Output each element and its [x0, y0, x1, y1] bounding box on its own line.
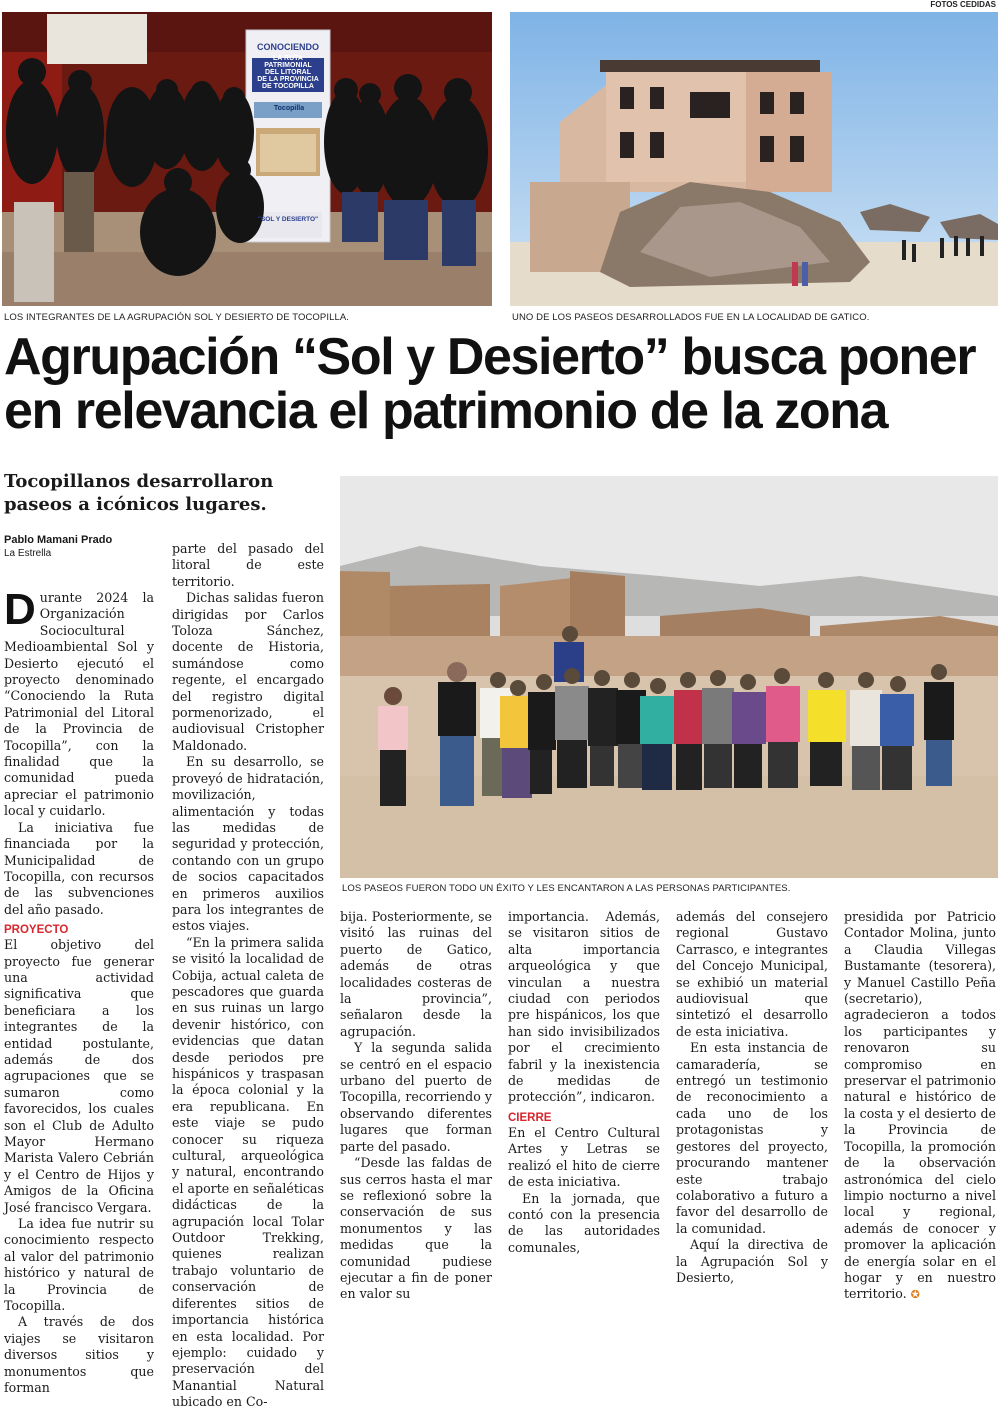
paragraph-closing-event: En el Centro Cultural Artes y Letras se realizó el hito de cierre de esta iniciativa.: [508, 1124, 660, 1190]
photo-gatico-illustration: [510, 12, 998, 306]
paragraph-guides: Dichas salidas fueron dirigidas por Carlos Toloza Sánchez, docente de Historia, sumándose como regente, el encargado del registro digital pormenorizado, el audiovisual Cristopher Maldonado.: [172, 590, 324, 753]
paragraph-final-text: presidida por Patricio Contador Molina, junto a Claudia Villegas Bustamante (tesorera), y Manuel Castillo Peña (secretario), agradecieron a todos los participantes y renovaron su compromiso en preservar el patrimonio natural e histórico de la costa y el desierto de la Provincia de Tocopilla, la promoción de la observación astronómica del cielo limpio nocturno a nivel local y regional, además de conocer y promover la aplicación de energía solar en el hogar y en nuestro territorio.: [844, 909, 996, 1302]
outlet-name: La Estrella: [4, 548, 52, 559]
photo-credit: FOTOS CEDIDAS: [930, 0, 996, 9]
end-mark-icon: ✪: [910, 1288, 920, 1302]
banner-line-5: DE TOCOPILLA: [262, 83, 314, 90]
author-name: Pablo Mamani Prado: [4, 534, 113, 546]
paragraph-second-trip: Y la segunda salida se centró en el espacio urbano del puerto de Tocopilla, recorriendo y observando diferentes lugares que forman parte del pasado.: [340, 1040, 492, 1154]
banner-line-3: DEL LITORAL: [264, 69, 312, 76]
subhead: Tocopillanos desarrollaron paseos a icónicos lugares.: [4, 471, 274, 515]
photo-participants-illustration: [340, 476, 998, 878]
paragraph-idea: La idea fue nutrir su conocimiento respecto al valor del patrimonio histórico y natural de la Provincia de Tocopilla.: [4, 1216, 154, 1314]
article-column-5: [676, 909, 828, 1286]
article-column-1: [4, 585, 154, 1397]
photo-group-members: [2, 12, 492, 306]
caption-gatico: UNO DE LOS PASEOS DESARROLLADOS FUE EN LA LOCALIDAD DE GATICO.: [512, 312, 870, 323]
paragraph-objective: El objetivo del proyecto fue generar una actividad significativa que beneficiara a los integrantes de la entidad postulante, además de dos agrupaciones que se sumaron como favorecidos, los cuales son el Club de Adulto Mayor Hermano Marista Valero Cebrián y el Centro de Hijos y Amigos de la Oficina José francisco Vergara.: [4, 937, 154, 1215]
photo-gatico-ruins: [510, 12, 998, 306]
article-column-4: [508, 909, 660, 1256]
article-column-6: [844, 909, 996, 1304]
paragraph-intro: [4, 585, 154, 820]
article-column-3: [340, 909, 492, 1303]
drop-cap: D: [4, 585, 36, 634]
banner-line-2: LA RUTA PATRIMONIAL: [264, 55, 312, 69]
paragraph-recognition: En esta instancia de camaradería, se entregó un testimonio de reconocimiento a cada uno de los protagonistas y gestores del proyecto, procurando mantener este trabajo colaborativo a futuro a favor del desarrollo de la comunidad.: [676, 1040, 828, 1236]
paragraph-continuation-1: parte del pasado del litoral de este territorio.: [172, 541, 324, 589]
paragraph-continuation-4: además del consejero regional Gustavo Carrasco, e integrantes del Concejo Municipal, se exhibió un material audiovisual que sintetizó el desarrollo de esta iniciativa.: [676, 909, 828, 1039]
caption-participants: LOS PASEOS FUERON TODO UN ÉXITO Y LES ENCANTARON A LAS PERSONAS PARTICIPANTES.: [342, 883, 791, 894]
paragraph-final: [844, 909, 996, 1304]
caption-group-members: LOS INTEGRANTES DE LA AGRUPACIÓN SOL Y DESIERTO DE TOCOPILLA.: [4, 312, 350, 323]
banner-footer: "SOL Y DESIERTO": [257, 216, 319, 223]
paragraph-funding: La iniciativa fue financiada por la Municipalidad de Tocopilla, con recursos de las subvenciones del año pasado.: [4, 819, 154, 917]
paragraph-continuation-3: importancia. Además, se visitaron sitios de alta importancia arqueológica y que vinculan a nuestra ciudad con periodos pre hispánicos, los que han sido invisibilizados por el crecimiento fabril y la inexistencia de medidas de protección”, indicaron.: [508, 909, 660, 1105]
paragraph-first-trip: “En la primera salida se visitó la localidad de Cobija, actual caleta de pescadores que guarda en sus ruinas un largo devenir histórico, con evidencias que datan desde periodos pre hispánicos y traspasan la época colonial y la era republicana. En este viaje se pudo conocer su riqueza cultural, arqueológica y natural, encontrando el aporte en señaléticas didácticas de la agrupación local Tolar Outdoor Trekking, quienes realizan trabajo voluntario de conservación de diferentes sitios de importancia histórica en esta localidad. Por ejemplo: cuidado y preservación del Manantial Natural ubicado en Co-: [172, 934, 324, 1410]
banner-line-4: DE LA PROVINCIA: [257, 76, 319, 83]
paragraph-quote: “Desde las faldas de sus cerros hasta el mar se reflexionó sobre la conservación de sus monumentos y las medidas que la comunidad pudiese ejecutar a fin de poner en valor su: [340, 1155, 492, 1302]
paragraph-logistics: En su desarrollo, se proveyó de hidratación, movilización, alimentación y todas las medidas de seguridad y protección, contando con un grupo de socios capacitados en primeros auxilios para los integrantes de estos viajes.: [172, 754, 324, 934]
section-heading-proyecto: PROYECTO: [4, 924, 69, 937]
banner-logo: Tocopilla: [273, 105, 305, 112]
photo-participants-ruins: [340, 476, 998, 878]
headline: Agrupación “Sol y Desierto” busca poner en relevancia el patrimonio de la zona: [4, 328, 976, 440]
photo-group-members-illustration: [2, 12, 492, 306]
paragraph-intro-text: urante 2024 la Organización Sociocultural Medioambiental Sol y Desierto ejecutó el proyecto denominado “Conociendo la Ruta Patrimonial del Litoral de la Provincia de Tocopilla”, con la finalidad que la comunidad pueda apreciar el patrimonio local y cuidarlo.: [4, 590, 154, 819]
paragraph-continuation-2: bija. Posteriormente, se visitó las ruinas del puerto de Gatico, además de otras localidades costeras de la provincia”, señalaron desde la agrupación.: [340, 909, 492, 1039]
paragraph-trips: A través de dos viajes se visitaron diversos sitios y monumentos que forman: [4, 1314, 154, 1396]
section-heading-cierre: CIERRE: [508, 1111, 552, 1124]
paragraph-directive: Aquí la directiva de la Agrupación Sol y Desierto,: [676, 1237, 828, 1285]
banner-line-1: CONOCIENDO: [256, 42, 319, 52]
banner-title: [250, 42, 326, 90]
paragraph-authorities: En la jornada, que contó con la presencia de las autoridades comunales,: [508, 1190, 660, 1255]
article-column-2: [172, 541, 324, 1411]
